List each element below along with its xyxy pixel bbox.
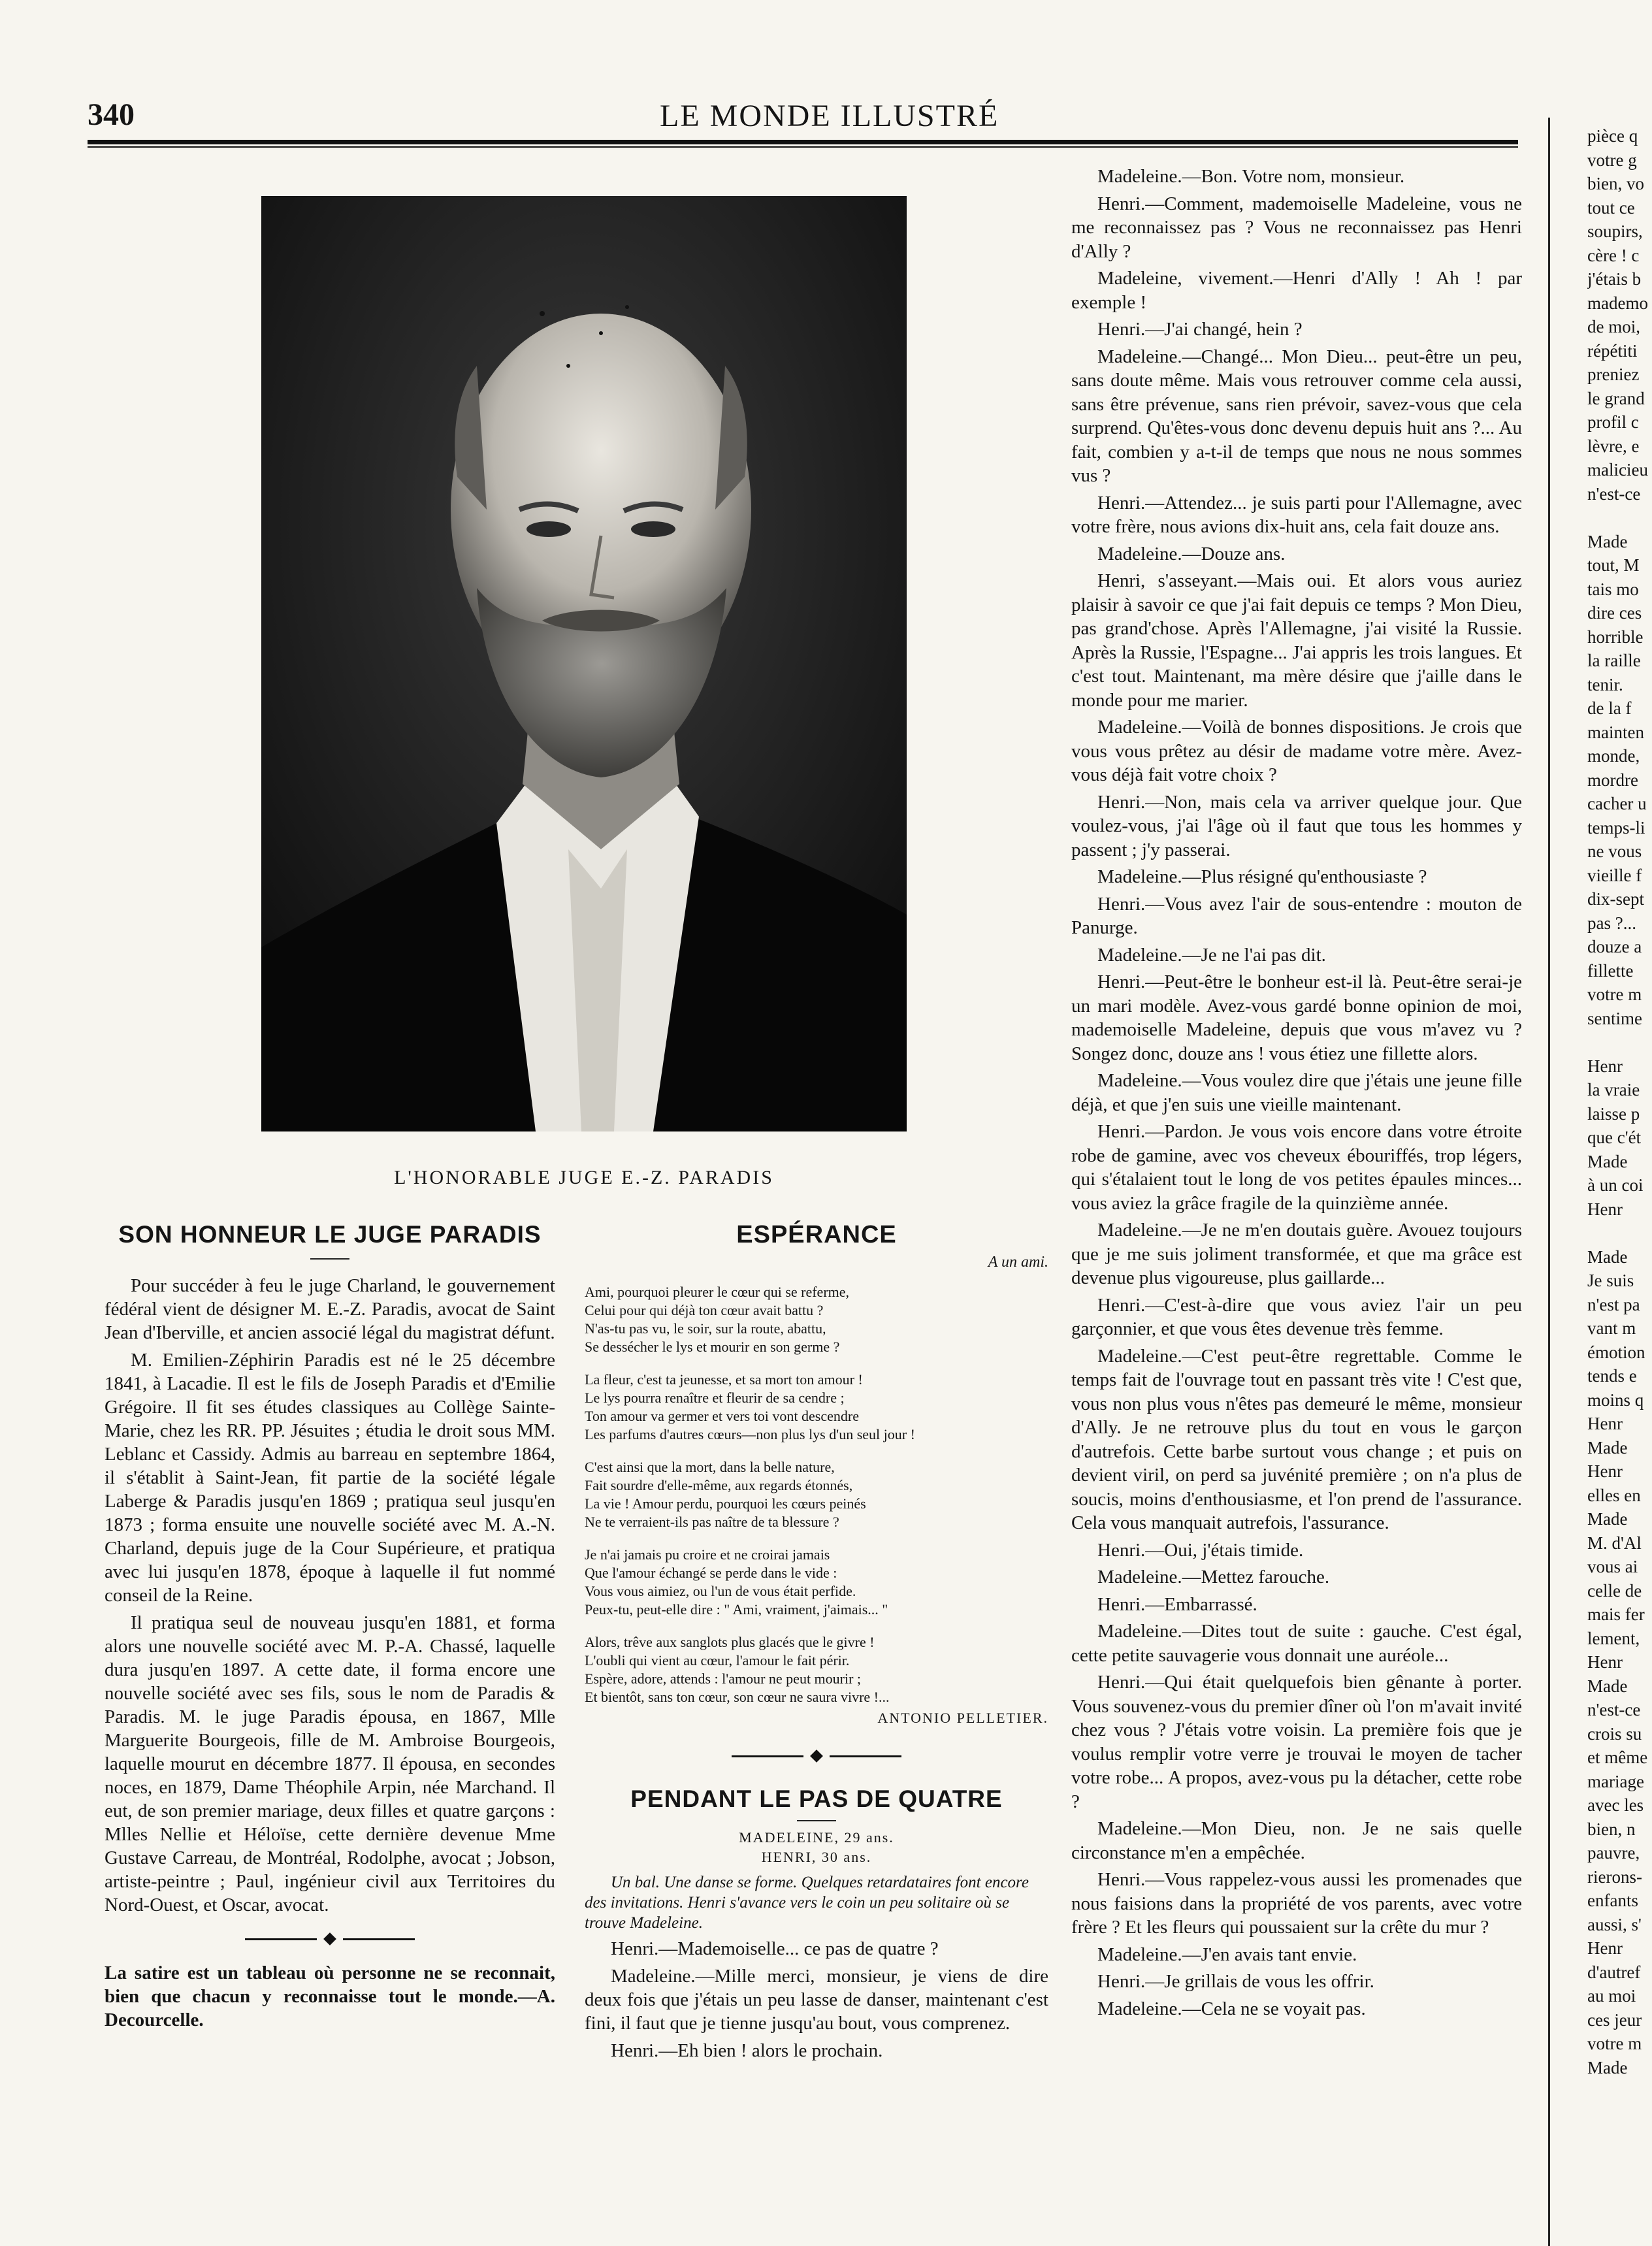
dialogue-line: Henri.—Mademoiselle... ce pas de quatre ? [611, 1938, 939, 1959]
fragment-line: à un coi [1587, 1175, 1644, 1195]
fragment-line: cacher u [1587, 794, 1647, 813]
poem-line: N'as-tu pas vu, le soir, sur la route, abattu, [585, 1320, 826, 1337]
fragment-line: lement, [1587, 1628, 1640, 1648]
cast-member: MADELEINE, 29 ans. [739, 1829, 894, 1846]
paragraph: Il pratiqua seul de nouveau jusqu'en 1881, et forma alors une nouvelle société avec M. P.-A. Chassé, laquelle dura jusqu'en 1897. A cette date, il forma encore une nouvelle société avec ses fils, sous le nom de Paradis & Paradis. M. le juge Paradis épousa, en 1867, Mlle Marguerite Bourgeois, fille de M. Ambroise Bourgeois, laquelle mourut en décembre 1877. Il épousa, en secondes noces, en 1879, Dame Théophile Arpin, née Marchand. Il eut, de son premier mariage, deux filles et quatre garçons : Mlles Nellie et Héloïse, cette dernière devenue Mme Gustave Carreau, de Montréal, Rodolphe, avocat ; Jobson, artiste-peintre ; Paul, ingénieur civil aux Territoires du Nord-Ouest, et Oscar, avocat. [105, 1612, 555, 1915]
title-rule [310, 1258, 349, 1260]
portrait-caption: L'HONORABLE JUGE E.-Z. PARADIS [394, 1167, 774, 1188]
fragment-line: bien, vo [1587, 174, 1644, 193]
fragment-line: tais mo [1587, 579, 1639, 599]
fragment-line: ces jeur [1587, 2010, 1642, 2030]
title-rule [797, 1820, 836, 1821]
dialogue-line: Henri.—Je grillais de vous les offrir. [1097, 1971, 1374, 1992]
fragment-line: Made [1587, 1246, 1628, 1267]
paragraph: Pour succéder à feu le juge Charland, le gouvernement fédéral vient de désigner M. E.-Z. Paradis, avocat de Saint Jean d'Iberville, et ancien associé légal du magistrat défunt. [105, 1275, 555, 1343]
dialogue-line: Madeleine.—Plus résigné qu'enthousiaste ? [1097, 866, 1427, 887]
fragment-line: Henr [1587, 1652, 1623, 1672]
header-rule-thin [88, 146, 1518, 148]
fragment-line: mordre [1587, 770, 1638, 790]
poem-stanza [585, 1458, 1048, 1531]
fragment-line: preniez [1587, 365, 1640, 384]
poem-line: Vous vous aimiez, ou l'un de vous était perfide. [585, 1583, 856, 1599]
ornament-divider [732, 1751, 901, 1761]
fragment-line: dix-sept [1587, 889, 1644, 909]
dialogue-line: Henri.—Eh bien ! alors le prochain. [611, 2040, 883, 2061]
poem-line: Fait sourdre d'elle-même, aux regards étonnés, [585, 1477, 853, 1493]
fragment-line: mademo [1587, 293, 1648, 313]
fragment-line: n'est pa [1587, 1294, 1640, 1314]
fragment-line: votre m [1587, 2034, 1642, 2053]
dialogue-line: Madeleine.—Changé... Mon Dieu... peut-être un peu, sans doute même. Mais vous retrouver comme cela aussi, sans être prévenue, sans rien prévoir, savez-vous que cela surprend. Qu'êtes-vous donc devenu depuis huit ans ?... Au fait, combien y a-t-il de temps que nous ne nous sommes vus ? [1071, 346, 1522, 486]
fragment-line: lèvre, e [1587, 436, 1640, 456]
poem-line: La fleur, c'est ta jeunesse, et sa mort ton amour ! [585, 1371, 863, 1388]
fragment-line: moins q [1587, 1390, 1644, 1410]
fragment-line: n'est-ce [1587, 1700, 1641, 1719]
fragment-line: votre m [1587, 985, 1642, 1004]
poem-line: Ton amour va germer et vers toi vont descendre [585, 1408, 859, 1424]
fragment-line: le grand [1587, 388, 1645, 408]
fragment-line: de moi, [1587, 317, 1640, 336]
dialogue-line: Henri.—Pardon. Je vous vois encore dans votre étroite robe de gamine, avec vos cheveux ébouriffés, trop légers, qui s'étalaient tout le long de vos petites épaules minces... vous aviez la grâce fragile de la quinzième année. [1071, 1121, 1522, 1214]
fragment-line: Made [1587, 1509, 1628, 1529]
dialogue-line: Henri.—J'ai changé, hein ? [1097, 319, 1303, 340]
poem-line: Ami, pourquoi pleurer le cœur qui se referme, [585, 1284, 850, 1300]
fragment-line: cère ! c [1587, 245, 1640, 265]
page-number: 340 [88, 97, 135, 132]
fragment-line: vant m [1587, 1318, 1636, 1338]
poem-line: Peux-tu, peut-elle dire : " Ami, vraiment, j'aimais... " [585, 1601, 888, 1618]
fragment-line: émotion [1587, 1342, 1645, 1362]
fragment-line: crois su [1587, 1723, 1642, 1744]
poem-stanza [585, 1283, 1048, 1356]
ornament-divider [245, 1934, 415, 1944]
dialogue-line: Henri.—Non, mais cela va arriver quelque jour. Que voulez-vous, j'ai l'âge où il faut que tous les hommes y passent ; j'y passerai. [1071, 791, 1522, 860]
fragment-line: la raille [1587, 651, 1641, 670]
fragment-line: d'autref [1587, 1962, 1641, 1982]
portrait-illustration [261, 196, 907, 1131]
poem-title: ESPÉRANCE [736, 1221, 897, 1248]
poem-line: Je n'ai jamais pu croire et ne croirai jamais [585, 1546, 830, 1563]
dialogue-line: Henri, s'asseyant.—Mais oui. Et alors vous auriez plaisir à savoir ce que j'ai fait depuis ce temps ? Mon Dieu, pas grand'chose. Après l'Allemagne, j'ai visité la Russie. Après la Russie, l'Espagne... J'ai appris les trois langues. Et c'est tout. Maintenant, ma mère désire que j'aille dans le monde pour me marier. [1071, 570, 1522, 711]
fragment-line: sentime [1587, 1008, 1642, 1028]
fragment-line: Henr [1587, 1056, 1623, 1076]
dialogue-line: Henri.—Comment, mademoiselle Madeleine, vous ne me reconnaissez pas ? Vous ne reconnaissez pas Henri d'Ally ? [1071, 193, 1522, 262]
fragment-line: soupirs, [1587, 221, 1643, 241]
fragment-line: Henr [1587, 1461, 1623, 1481]
fragment-line: répétiti [1587, 340, 1638, 361]
dialogue-line: Madeleine.—Vous voulez dire que j'étais une jeune fille déjà, et que j'en suis une vieille maintenant. [1071, 1070, 1522, 1115]
poem-line: Le lys pourra renaître et fleurir de sa cendre ; [585, 1390, 845, 1406]
poem-dedication: A un ami. [988, 1254, 1048, 1271]
middle-column [585, 1223, 1048, 2066]
poem-line: Alors, trêve aux sanglots plus glacés que le givre ! [585, 1634, 875, 1650]
fragment-line: horrible [1587, 627, 1644, 647]
poem-line: Les parfums d'autres cœurs—non plus lys d'un seul jour ! [585, 1426, 915, 1442]
poem-body [585, 1283, 1048, 1727]
dialogue-line: Madeleine.—Voilà de bonnes dispositions. Je crois que vous vous prêtez au désir de madame votre mère. Avez-vous déjà fait votre choix ? [1071, 717, 1522, 785]
cast-member: HENRI, 30 ans. [761, 1849, 872, 1865]
fragment-line: mainten [1587, 722, 1644, 742]
fragment-line: enfants [1587, 1891, 1638, 1910]
fragment-line: douze a [1587, 937, 1642, 956]
poem-author: ANTONIO PELLETIER. [877, 1710, 1048, 1726]
dialogue-line: Madeleine.—Cela ne se voyait pas. [1097, 1998, 1366, 2019]
fragment-line: M. d'Al [1587, 1533, 1642, 1553]
dialogue-line: Henri.—Oui, j'étais timide. [1097, 1539, 1304, 1561]
dialogue-line: Henri.—Attendez... je suis parti pour l'Allemagne, avec votre frère, nous avions dix-huit ans, cela fait douze ans. [1071, 492, 1522, 537]
fragment-line [1587, 506, 1652, 530]
play-cast [585, 1828, 1048, 1867]
dialogue-line: Madeleine.—Je ne l'ai pas dit. [1097, 944, 1326, 966]
poem-line: Ne te verraient-ils pas naître de ta blessure ? [585, 1514, 839, 1530]
fragment-line: avec les [1587, 1795, 1644, 1815]
column-rule [1548, 118, 1550, 2246]
poem-line: La vie ! Amour perdu, pourquoi les cœurs peinés [585, 1495, 866, 1512]
fragment-line: que c'ét [1587, 1128, 1642, 1147]
fragment-line [1587, 1030, 1652, 1054]
fragment-line: Made [1587, 2057, 1628, 2077]
fragment-line: Made [1587, 1437, 1628, 1457]
fragment-line: mais fer [1587, 1604, 1645, 1624]
dialogue-line: Madeleine.—C'est peut-être regrettable. Comme le temps fait de l'ouvrage tout en passant très vite ! C'est que, vous non plus vous n'êtes pas demeuré le même, monsieur d'Ally. Je ne retrouve plus du tout en vous le garçon d'autrefois. Cette barbe surtout vous change ; et puis on devient viril, on perd sa juvénité première ; on n'a plus de soucis, moins d'enthousiasme, et l'on prend de l'assurance. Cela vous manquait autrefois, l'assurance. [1071, 1345, 1522, 1533]
fragment-line: Henr [1587, 1938, 1623, 1958]
fragment-line: celle de [1587, 1580, 1642, 1601]
fragment-line: rierons- [1587, 1866, 1642, 1887]
dialogue-line: Madeleine.—J'en avais tant envie. [1097, 1944, 1357, 1965]
poem-stanza [585, 1633, 1048, 1706]
fragment-line: tenir. [1587, 674, 1623, 694]
right-column [1071, 165, 1522, 2024]
paragraph: M. Emilien-Zéphirin Paradis est né le 25 décembre 1841, à Lacadie. Il est le fils de Joseph Paradis et d'Emilie Grégoire. Il fit ses études classiques au Collège Sainte-Marie, chez les RR. PP. Jésuites ; étudia le droit sous MM. Leblanc et Cassidy. Admis au barreau en septembre 1864, il s'établit à Saint-Jean, fit partie de la société légale Laberge & Paradis jusqu'en 1869 ; pratiqua seul jusqu'en 1873 ; forma ensuite une nouvelle société avec M. A.-N. Charland, depuis juge de la Cour Supérieure, et pratiqua avec lui jusqu'en 1878, époque à laquelle il fut nommé conseil de la Reine. [105, 1350, 555, 1606]
dialogue-line: Madeleine.—Mettez farouche. [1097, 1567, 1330, 1587]
fragment-line: Made [1587, 1676, 1628, 1696]
fragment-line: temps-li [1587, 817, 1645, 838]
fragment-line: n'est-ce [1587, 483, 1641, 504]
fragment-line: aussi, s' [1587, 1914, 1642, 1934]
play-title: PENDANT LE PAS DE QUATRE [630, 1785, 1003, 1812]
dialogue-line: Madeleine.—Dites tout de suite : gauche. C'est égal, cette petite sauvagerie vous donnait une auréole... [1071, 1621, 1522, 1666]
fragment-line: ne vous [1587, 841, 1642, 861]
dialogue-line: Henri.—Vous avez l'air de sous-entendre : mouton de Panurge. [1071, 893, 1522, 938]
fragment-line: j'étais b [1587, 269, 1642, 289]
fragment-line: Je suis [1587, 1271, 1634, 1290]
fragment-line: pièce q [1587, 126, 1638, 146]
fragment-line: de la f [1587, 698, 1632, 718]
dialogue-line: Madeleine.—Bon. Votre nom, monsieur. [1097, 166, 1405, 187]
dialogue-line: Henri.—Peut-être le bonheur est-il là. Peut-être serai-je un mari modèle. Avez-vous gardé bonne opinion de moi, mademoiselle Madeleine, depuis que vous m'avez vu ? Songez donc, douze ans ! vous étiez une fillette alors. [1071, 971, 1522, 1064]
fragment-line: Made [1587, 1151, 1628, 1171]
article-paradis [105, 1223, 555, 2036]
fragment-line: pauvre, [1587, 1843, 1640, 1863]
dialogue-line: Henri.—C'est-à-dire que vous aviez l'air un peu garçonnier, et que vous êtes devenue très femme. [1071, 1294, 1522, 1339]
fragment-line: malicieu [1587, 460, 1648, 480]
dialogue-line: Henri.—Qui était quelquefois bien gênante à porter. Vous souvenez-vous du premier dîner où l'on m'avait invité chez vous ? J'étais votre voisin. La première fois que je voulus remplir votre verre je trouvai le moyen de tacher votre robe... A propos, avez-vous pu la détacher, cette robe ? [1071, 1672, 1522, 1812]
fragment-line: tout, M [1587, 555, 1640, 575]
fragment-line: mariage [1587, 1771, 1644, 1791]
header-rule [88, 140, 1518, 144]
fragment-line [1587, 1221, 1652, 1245]
dialogue-line: Madeleine.—Je ne m'en doutais guère. Avouez toujours que je me suis joliment transformée, et que ma grâce est devenue plus vigoureuse, plus gaillarde... [1071, 1220, 1522, 1288]
dialogue-line: Henri.—Vous rappelez-vous aussi les promenades que nous faisions dans la propriété de vos parents, avec votre frère ? Et les fleurs qui poussaient sur la crête du mur ? [1071, 1869, 1522, 1938]
poem-line: Se dessécher le lys et mourir en son germe ? [585, 1339, 840, 1355]
cropped-next-column [1587, 124, 1652, 2079]
dialogue-line: Madeleine.—Mille merci, monsieur, je viens de dire deux fois que j'étais un peu lasse de danser, maintenant c'est fini, il faut que je tienne jusqu'au bout, vous comprenez. [585, 1966, 1048, 2034]
fragment-line: elles en [1587, 1485, 1641, 1505]
fragment-line: monde, [1587, 746, 1640, 766]
portrait-photo [261, 196, 907, 1131]
fragment-line: Henr [1587, 1414, 1623, 1433]
dialogue-line: Madeleine.—Douze ans. [1097, 543, 1286, 564]
article-title: SON HONNEUR LE JUGE PARADIS [118, 1221, 542, 1248]
dialogue-line: Madeleine.—Mon Dieu, non. Je ne sais quelle circonstance m'en a empêchée. [1071, 1818, 1522, 1863]
fragment-line: la vraie [1587, 1080, 1640, 1099]
fragment-line: tends e [1587, 1366, 1637, 1386]
fragment-line: votre g [1587, 150, 1637, 170]
dialogue-line: Henri.—Embarrassé. [1097, 1593, 1257, 1615]
poem-stanza [585, 1546, 1048, 1619]
fragment-line: fillette [1587, 960, 1634, 981]
fragment-line: vous ai [1587, 1557, 1638, 1576]
fragment-line: laisse p [1587, 1103, 1640, 1124]
dialogue-line: Madeleine, vivement.—Henri d'Ally ! Ah ! par exemple ! [1071, 268, 1522, 313]
poem-stanza [585, 1371, 1048, 1444]
fragment-line: Made [1587, 531, 1628, 551]
stage-direction: Un bal. Une danse se forme. Quelques retardataires font encore des invitations. Henri s'avance vers le coin un peu solitaire où se trouve Madeleine. [585, 1874, 1029, 1932]
poem-line: Que l'amour échangé se perde dans le vide : [585, 1565, 837, 1581]
poem-line: Et bientôt, sans ton cœur, son cœur ne saura vivre !... [585, 1689, 890, 1705]
fragment-line: au moi [1587, 1986, 1636, 2006]
poem-line: L'oubli qui vient au cœur, l'amour le fait périr. [585, 1652, 850, 1668]
fragment-line: bien, n [1587, 1819, 1636, 1839]
fragment-line: profil c [1587, 412, 1639, 432]
fragment-line: vieille f [1587, 865, 1642, 885]
fragment-line: pas ?... [1587, 913, 1636, 933]
poem-line: Celui pour qui déjà ton cœur avait battu ? [585, 1302, 824, 1318]
fragment-line: tout ce [1587, 197, 1635, 218]
fragment-line: Henr [1587, 1199, 1623, 1219]
poem-line: C'est ainsi que la mort, dans la belle nature, [585, 1459, 835, 1475]
poem-line: Espère, adore, attends : l'amour ne peut mourir ; [585, 1670, 862, 1687]
running-title: LE MONDE ILLUSTRÉ [660, 99, 999, 133]
fragment-line: et même [1587, 1748, 1648, 1767]
fragment-line: dire ces [1587, 603, 1642, 623]
epigram: La satire est un tableau où personne ne se reconnait, bien que chacun y reconnaisse tout le monde.—A. Decourcelle. [105, 1962, 555, 2030]
